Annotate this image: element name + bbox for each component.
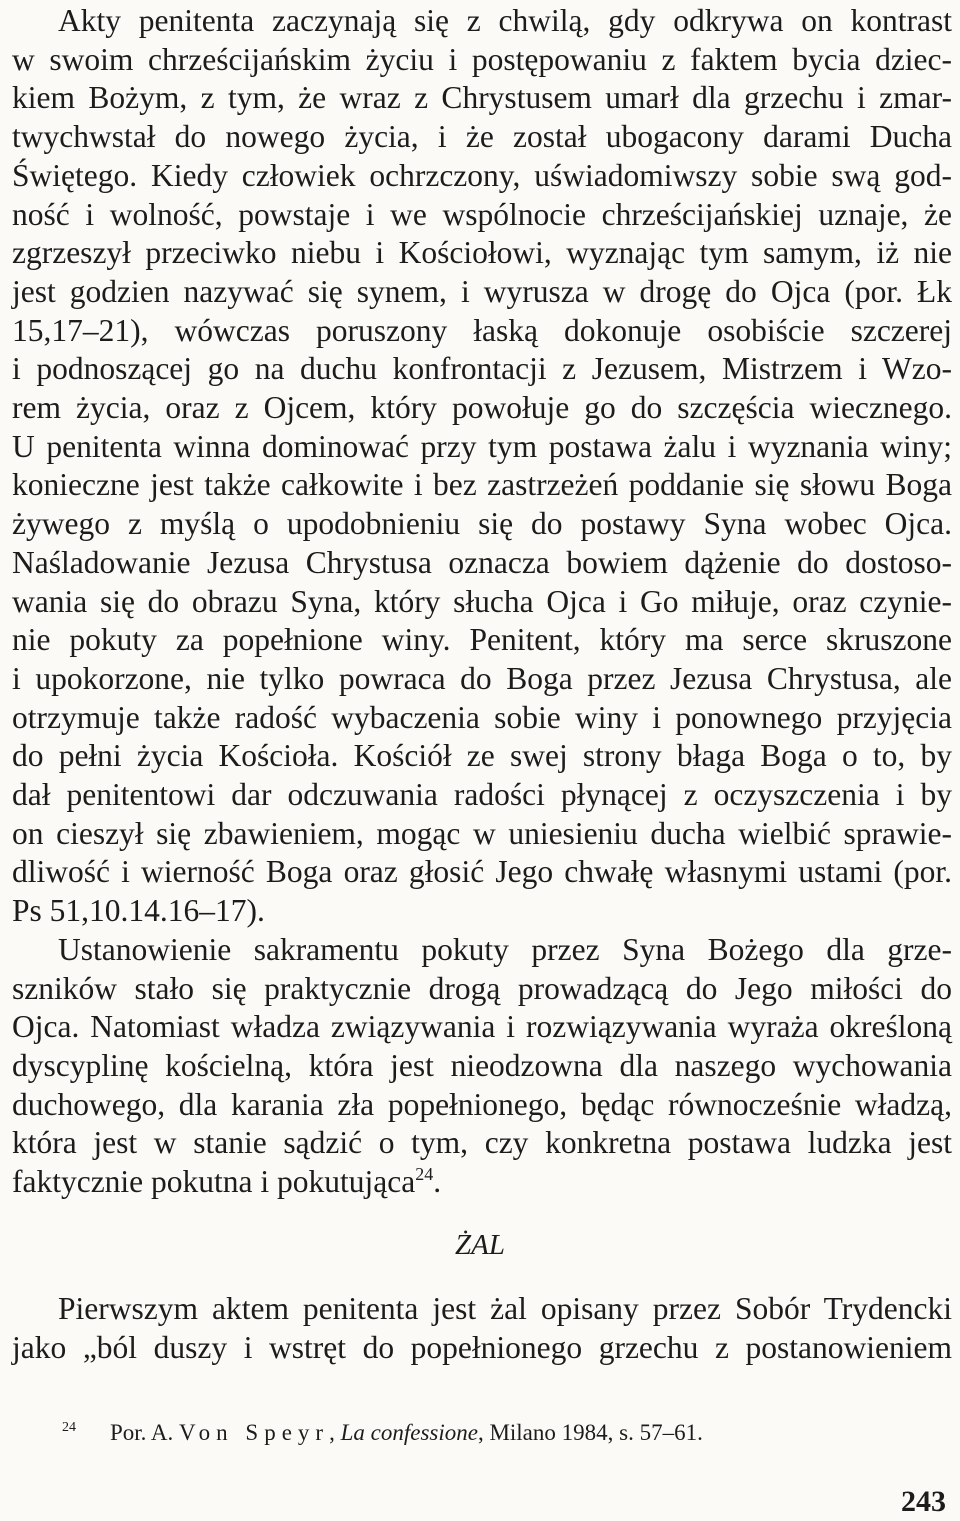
text-line: Ustanowienie sakramentu pokuty przez Syna Bożego dla grze-	[58, 931, 952, 967]
text-line: rem życia, oraz z Ojcem, który powołuje go do szczęścia wiecznego.	[12, 390, 952, 426]
text-line: i podnoszącej go na duchu konfrontacji z Jezusem, Mistrzem i Wzo-	[12, 351, 952, 387]
text-line: 15,17–21), wówczas poruszony łaską dokonuje osobiście szczerej	[12, 312, 952, 348]
text-line: jako „ból duszy i wstręt do popełnionego grzechu z postanowieniem	[12, 1329, 952, 1365]
text-line: Akty penitenta zaczynają się z chwilą, gdy odkrywa on kontrast	[58, 3, 952, 38]
text-line: konieczne jest także całkowite i bez zastrzeżeń poddanie się słowu Boga	[12, 467, 952, 503]
text-line: nie pokuty za popełnione winy. Penitent, który ma serce skruszone	[12, 622, 952, 658]
text-line: żywego z myślą o upodobnieniu się do postawy Syna wobec Ojca.	[12, 506, 952, 542]
text-line: zgrzeszył przeciwko niebu i Kościołowi, wyznając tym samym, iż nie	[12, 235, 952, 271]
footnote-separator: ,	[329, 1420, 341, 1445]
text-line: w swoim chrześcijańskim życiu i postępowaniu z faktem bycia dziec-	[12, 41, 952, 77]
text-line: dliwość i wierność Boga oraz głosić Jego chwałę własnymi ustami (por.	[12, 854, 952, 890]
text-line: ność i wolność, powstaje i we wspólnocie chrześcijańskiej uznaje, że	[12, 196, 952, 232]
text-line: do pełni życia Kościoła. Kościół ze swej strony błaga Boga o to, by	[12, 738, 952, 774]
text-line: on cieszył się zbawieniem, mogąc w uniesieniu ducha wielbić sprawie-	[12, 815, 952, 851]
text-line: która jest w stanie sądzić o tym, czy konkretna postawa ludzka jest	[12, 1125, 952, 1161]
footnote-author: Von Speyr	[179, 1420, 330, 1445]
page-number: 243	[901, 1485, 946, 1518]
footnote-rest: , Milano 1984, s. 57–61.	[477, 1420, 703, 1445]
text-line: i upokorzone, nie tylko powraca do Boga przez Jezusa Chrystusa, ale	[12, 660, 952, 696]
main-text-continued	[12, 1290, 952, 1367]
text-line: duchowego, dla karania zła popełnionego, będąc równocześnie władzą,	[12, 1086, 952, 1122]
text-line: Naśladowanie Jezusa Chrystusa oznacza bowiem dążenie do dostoso-	[12, 544, 952, 580]
text-line: Ojca. Natomiast władza związywania i rozwiązywania wyraża określoną	[12, 1009, 952, 1045]
text-line: Świętego. Kiedy człowiek ochrzczony, uświadomiwszy sobie swą god-	[12, 157, 952, 193]
footnote-title: La confessione	[340, 1420, 478, 1445]
text-line: kiem Bożym, z tym, że wraz z Chrystusem umarł dla grzechu i zmar-	[12, 80, 952, 116]
text-line: U penitenta winna dominować przy tym postawa żalu i wyznania winy;	[12, 428, 952, 464]
text-line: Ps 51,10.14.16–17).	[12, 893, 265, 929]
text-fragment: faktycznie pokutna i pokutująca	[12, 1164, 416, 1200]
text-line: otrzymuje także radość wybaczenia sobie winy i ponownego przyjęcia	[12, 699, 952, 735]
main-text	[12, 2, 952, 1202]
footnote-prefix: Por. A.	[110, 1420, 180, 1445]
text-line: dyscyplinę kościelną, która jest nieodzowna dla naszego wychowania	[12, 1047, 952, 1083]
section-heading: ŻAL	[455, 1229, 505, 1261]
footnote	[62, 1413, 942, 1448]
footnote-reference: 24	[415, 1164, 434, 1185]
text-line: jest godzien nazywać się synem, i wyrusza w drogę do Ojca (por. Łk	[12, 273, 952, 309]
text-line: wania się do obrazu Syna, który słucha Ojca i Go miłuje, oraz czynie-	[12, 583, 952, 619]
footnote-marker: 24	[62, 1420, 76, 1435]
text-line: dał penitentowi dar odczuwania radości płynącej z oczyszczenia i by	[12, 777, 952, 813]
text-line: twychwstał do nowego życia, i że został ubogacony darami Ducha	[12, 119, 952, 155]
text-line: szników stało się praktycznie drogą prowadzącą do Jego miłości do	[12, 970, 952, 1006]
text-line: Pierwszym aktem penitenta jest żal opisany przez Sobór Trydencki	[58, 1291, 952, 1326]
text-line-last: faktycznie pokutna i pokutująca$^{24}$.	[12, 1164, 442, 1200]
